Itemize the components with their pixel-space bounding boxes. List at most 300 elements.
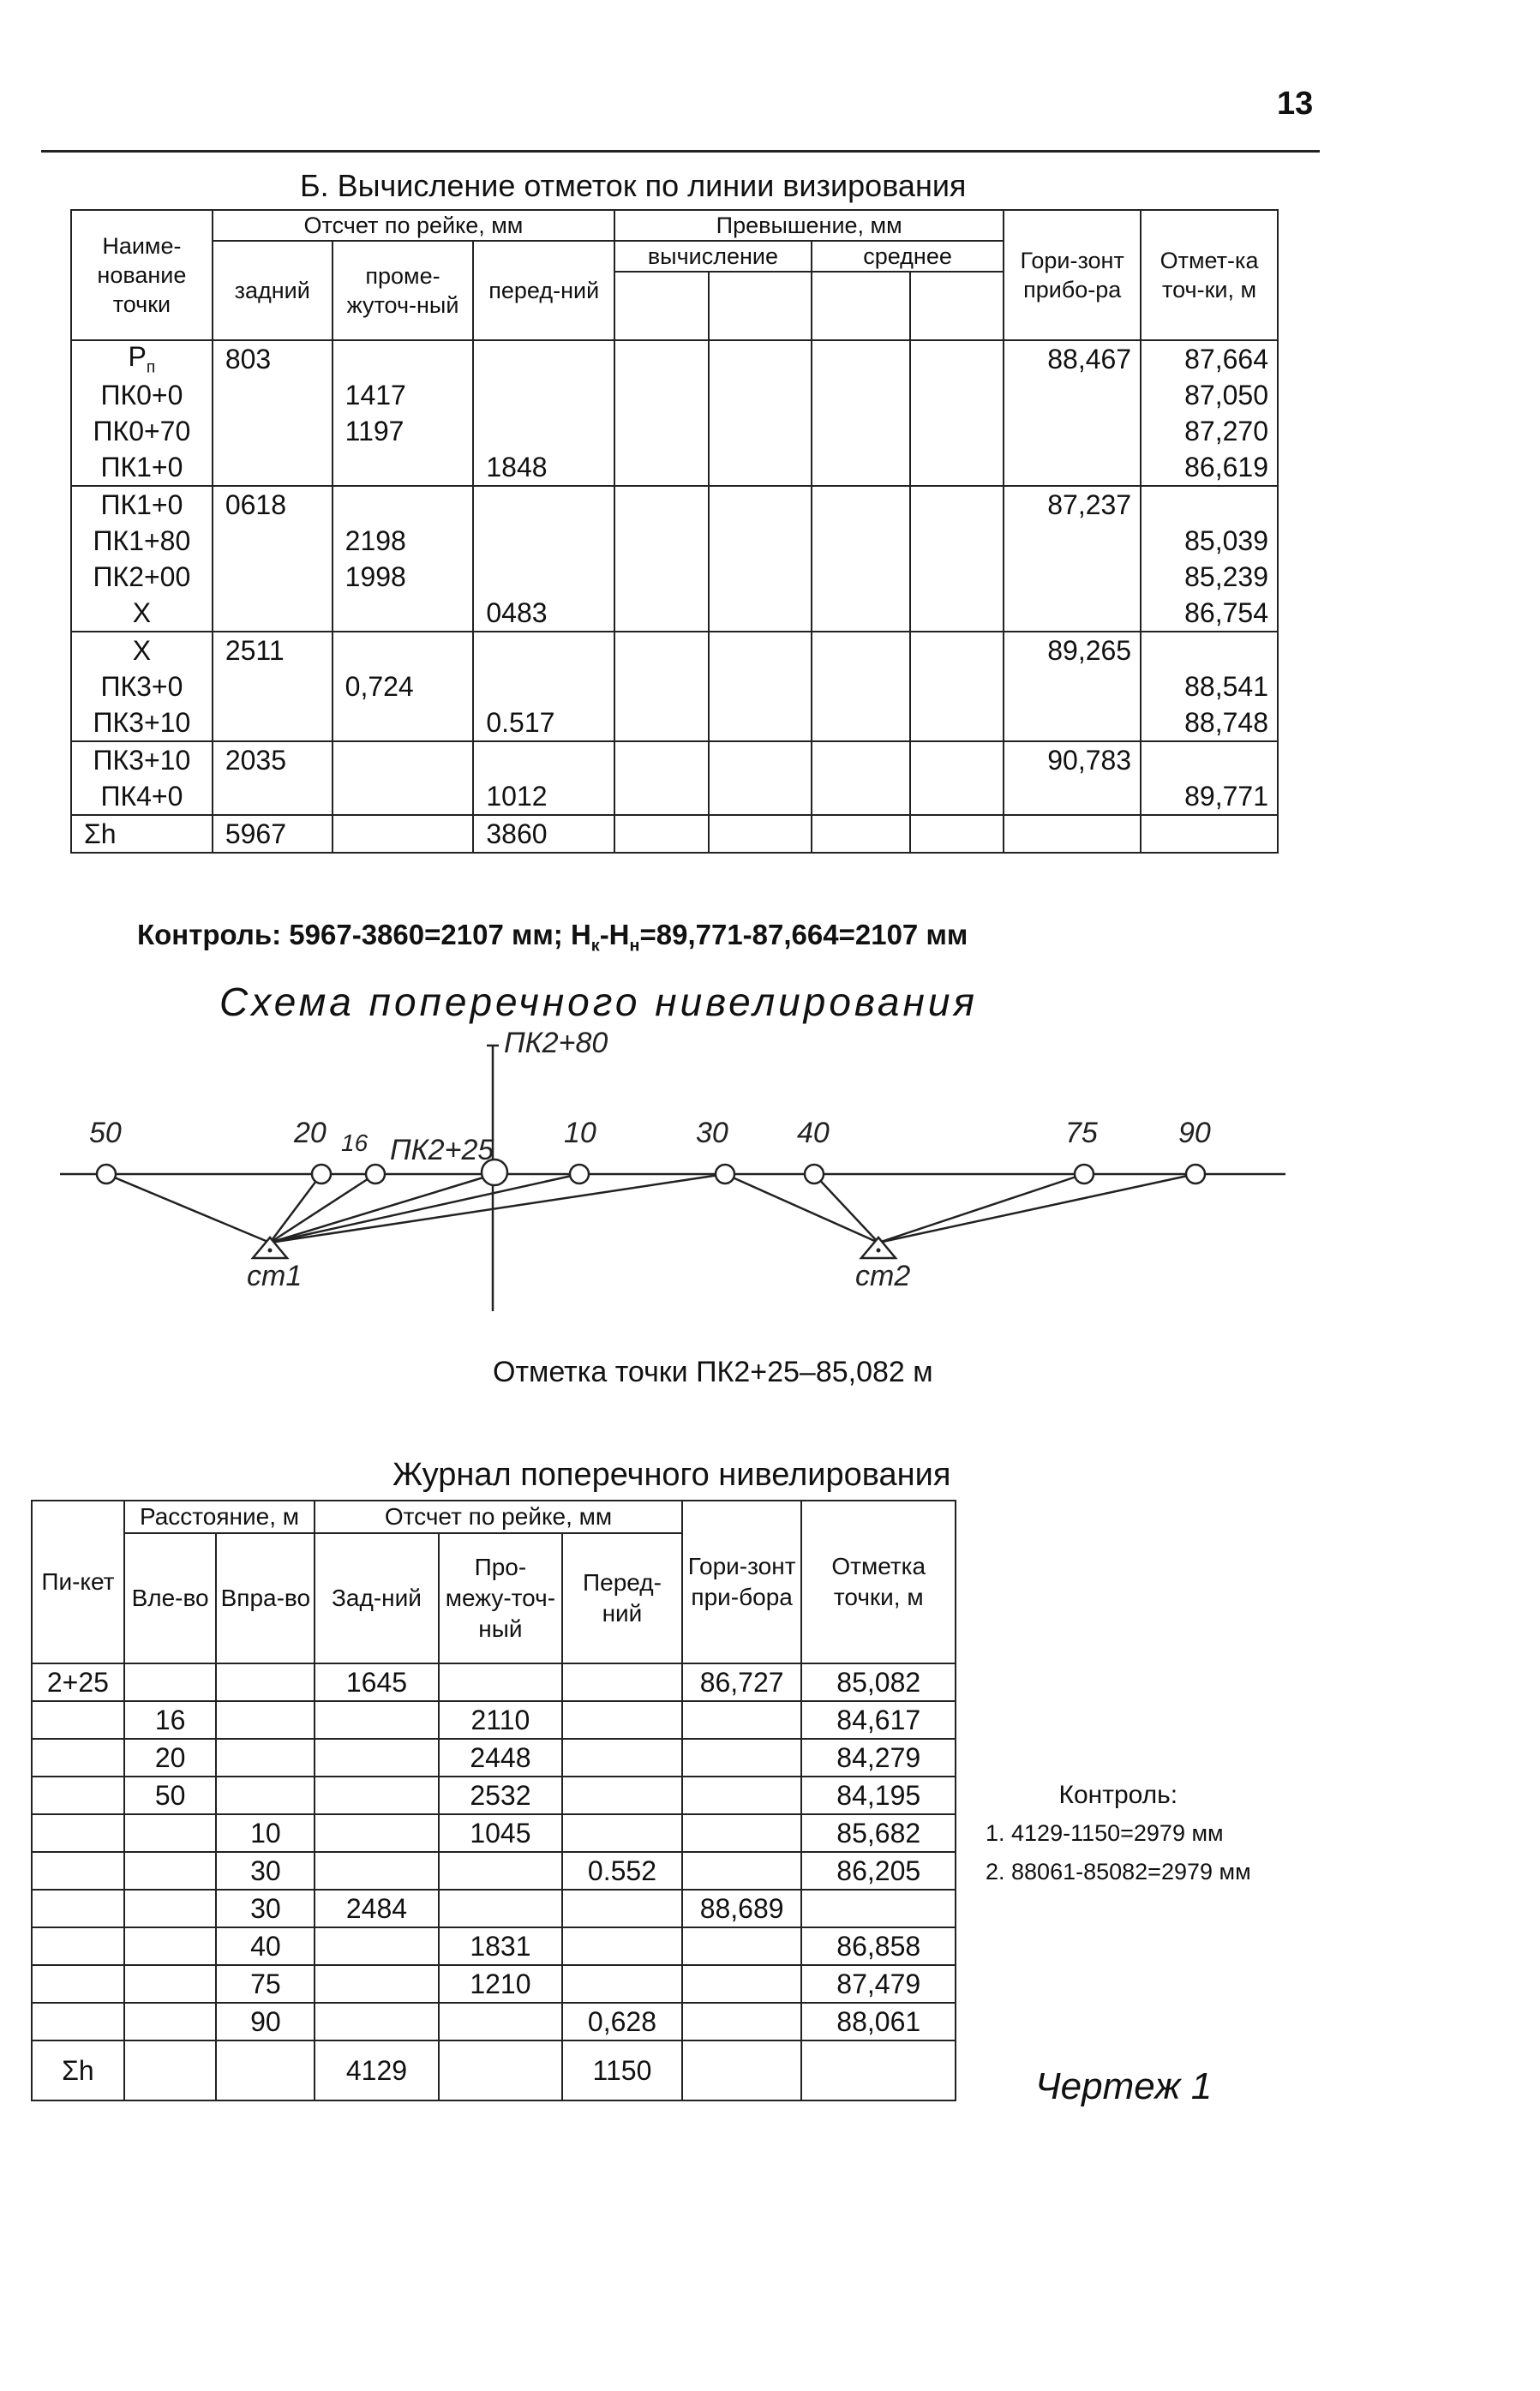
back-reading-cell	[315, 2003, 438, 2040]
intermediate-reading-cell: 2532	[439, 1777, 562, 1814]
header-front: перед-ний	[473, 241, 614, 340]
table-row	[32, 1814, 956, 1852]
distance-right-cell	[216, 1663, 315, 1701]
elevation-diff-cell	[812, 632, 910, 668]
back-reading-cell	[315, 1701, 438, 1739]
elevation-diff-cell	[614, 704, 709, 741]
table-row	[71, 778, 1278, 815]
front-reading-cell: 1848	[473, 449, 614, 486]
horizon-cell: 89,265	[1004, 632, 1141, 668]
picket-cell	[32, 1927, 124, 1965]
header-front: Перед-ний	[562, 1533, 682, 1663]
empty-cell	[1004, 815, 1141, 853]
back-reading-cell	[315, 1927, 438, 1965]
cross-section-scheme-diagram	[51, 1028, 1303, 1337]
table-row	[71, 632, 1278, 668]
back-reading-cell	[315, 1814, 438, 1852]
front-reading-cell: 0483	[473, 595, 614, 632]
elevation-diff-cell	[614, 559, 709, 595]
horizon-cell	[1004, 413, 1141, 449]
table-row	[71, 413, 1278, 449]
picket-cell	[32, 1814, 124, 1852]
intermediate-reading-cell	[333, 632, 474, 668]
elevation-diff-cell	[910, 340, 1004, 377]
elevation-diff-cell	[812, 595, 910, 632]
empty-cell	[801, 2040, 956, 2100]
label-d10: 10	[564, 1117, 596, 1149]
picket-cell	[32, 1890, 124, 1927]
pk225-elevation-note: Отметка точки ПК2+25–85,082 м	[493, 1356, 933, 1388]
elevation-diff-cell	[614, 449, 709, 486]
sum-label-cell: Σh	[32, 2040, 124, 2100]
table-row	[32, 1890, 956, 1927]
elevation-diff-cell	[910, 668, 1004, 704]
back-reading-cell	[213, 523, 333, 559]
elevation-diff-cell	[910, 741, 1004, 778]
distance-right-cell: 30	[216, 1852, 315, 1890]
horizon-cell	[682, 1927, 802, 1965]
elevation-diff-cell	[812, 741, 910, 778]
table-row	[32, 1852, 956, 1890]
header-intermediate: проме-жуточ-ный	[333, 241, 474, 340]
table-row	[71, 377, 1278, 413]
cross-leveling-journal-table	[31, 1500, 956, 2101]
elevation-diff-cell	[614, 340, 709, 377]
label-d75: 75	[1065, 1117, 1098, 1149]
elevation-diff-cell	[910, 413, 1004, 449]
header-reading-group: Отсчет по рейке, мм	[213, 210, 614, 241]
horizon-cell	[682, 1777, 802, 1814]
section-b-control: Контроль: 5967-3860=2107 мм; $H_к-H_н=89,771-87,664=2107$ мм	[137, 919, 968, 956]
distance-left-cell	[124, 1890, 217, 1927]
distance-right-cell: 90	[216, 2003, 315, 2040]
back-reading-cell	[213, 449, 333, 486]
empty-cell	[910, 815, 1004, 853]
picket-cell	[32, 1777, 124, 1814]
front-reading-cell	[562, 1814, 682, 1852]
back-reading-cell	[213, 413, 333, 449]
elevation-cell: 85,682	[801, 1814, 956, 1852]
back-reading-cell	[213, 704, 333, 741]
distance-right-cell: 30	[216, 1890, 315, 1927]
back-reading-cell	[315, 1965, 438, 2003]
front-reading-cell	[473, 413, 614, 449]
back-reading-cell: 1645	[315, 1663, 438, 1701]
back-reading-cell	[315, 1739, 438, 1777]
elevation-cell: 89,771	[1141, 778, 1278, 815]
intermediate-reading-cell	[439, 2003, 562, 2040]
front-reading-cell	[473, 377, 614, 413]
elevation-cell: 86,858	[801, 1927, 956, 1965]
distance-left-cell: 20	[124, 1739, 217, 1777]
elevation-diff-cell	[910, 449, 1004, 486]
front-reading-cell	[473, 340, 614, 377]
elevation-diff-cell	[812, 704, 910, 741]
table-row	[71, 523, 1278, 559]
front-reading-cell	[562, 1927, 682, 1965]
empty-cell	[812, 815, 910, 853]
intermediate-reading-cell	[333, 704, 474, 741]
point-name-cell: ПК3+10	[71, 704, 213, 741]
sum-row	[71, 815, 1278, 853]
elevation-cell: 87,664	[1141, 340, 1278, 377]
sum-row	[32, 2040, 956, 2100]
intermediate-reading-cell: 0,724	[333, 668, 474, 704]
horizon-cell	[682, 2003, 802, 2040]
horizon-cell: 86,727	[682, 1663, 802, 1701]
header-name: Наиме-нование точки	[71, 210, 213, 340]
picket-cell	[32, 1701, 124, 1739]
front-reading-cell	[473, 559, 614, 595]
elevation-diff-cell	[910, 632, 1004, 668]
drawing-label: Чертеж 1	[1035, 2065, 1213, 2107]
front-reading-cell	[473, 632, 614, 668]
label-d16: 16	[341, 1130, 369, 1156]
header-distance-group: Расстояние, м	[124, 1501, 315, 1533]
distance-left-cell: 50	[124, 1777, 217, 1814]
table-row	[32, 1927, 956, 1965]
elevation-diff-cell	[812, 778, 910, 815]
table-row	[71, 559, 1278, 595]
back-reading-cell	[213, 668, 333, 704]
table-row	[32, 1663, 956, 1701]
elevation-cell: 86,754	[1141, 595, 1278, 632]
header-reading-group: Отсчет по рейке, мм	[315, 1501, 682, 1533]
distance-right-cell: 10	[216, 1814, 315, 1852]
back-reading-cell	[315, 1852, 438, 1890]
point-name-cell: ПК3+0	[71, 668, 213, 704]
elevation-diff-cell	[709, 340, 812, 377]
elevation-cell	[1141, 741, 1278, 778]
picket-cell: 2+25	[32, 1663, 124, 1701]
header-right: Впра-во	[216, 1533, 315, 1663]
front-reading-cell	[562, 1890, 682, 1927]
horizon-cell	[1004, 704, 1141, 741]
elevation-cell: 88,748	[1141, 704, 1278, 741]
horizon-cell	[1004, 523, 1141, 559]
point-name-cell: X	[71, 632, 213, 668]
elevation-cell	[1141, 632, 1278, 668]
front-reading-cell	[473, 523, 614, 559]
header-horizon: Гори-зонт прибо-ра	[1004, 210, 1141, 340]
journal-control-line1: 1. 4129-1150=2979 мм	[986, 1820, 1224, 1846]
front-reading-cell	[473, 741, 614, 778]
intermediate-reading-cell	[333, 595, 474, 632]
intermediate-reading-cell: 2448	[439, 1739, 562, 1777]
sum-back-cell: 4129	[315, 2040, 438, 2100]
journal-title: Журнал поперечного нивелирования	[392, 1457, 951, 1493]
intermediate-reading-cell: 2198	[333, 523, 474, 559]
horizon-cell	[1004, 559, 1141, 595]
table-row	[32, 1739, 956, 1777]
label-st1: ст1	[247, 1260, 303, 1292]
intermediate-reading-cell: 2110	[439, 1701, 562, 1739]
elevation-cell: 85,082	[801, 1663, 956, 1701]
horizon-cell	[1004, 449, 1141, 486]
table-row	[71, 595, 1278, 632]
point-name-cell: ПК4+0	[71, 778, 213, 815]
elevation-cell: 84,617	[801, 1701, 956, 1739]
empty-cell	[216, 2040, 315, 2100]
elevation-diff-cell	[910, 523, 1004, 559]
elevation-diff-cell	[614, 595, 709, 632]
header-intermediate: Про-межу-точ-ный	[439, 1533, 562, 1663]
journal-control-line2: 2. 88061-85082=2979 мм	[986, 1859, 1251, 1885]
empty-cell	[682, 2040, 802, 2100]
table-row	[32, 1777, 956, 1814]
picket-cell	[32, 2003, 124, 2040]
elevation-diff-cell	[614, 377, 709, 413]
intermediate-reading-cell	[333, 340, 474, 377]
empty-cell	[1141, 815, 1278, 853]
elevation-diff-cell	[614, 486, 709, 523]
label-pk225: ПК2+25	[390, 1134, 494, 1166]
header-rule	[41, 150, 1320, 153]
header-elevation: Отмет-ка точ-ки, м	[1141, 210, 1278, 340]
back-reading-cell	[213, 778, 333, 815]
intermediate-reading-cell	[439, 1852, 562, 1890]
table-row	[71, 340, 1278, 377]
front-reading-cell	[562, 1663, 682, 1701]
distance-left-cell: 16	[124, 1701, 217, 1739]
elevation-cell: 86,205	[801, 1852, 956, 1890]
empty-cell	[124, 2040, 217, 2100]
sight-line-elevations-table	[70, 209, 1279, 854]
page-number: 13	[1277, 86, 1314, 122]
journal-rows	[32, 1663, 956, 2100]
horizon-cell: 90,783	[1004, 741, 1141, 778]
section-b-title: Б. Вычисление отметок по линии визирования	[300, 168, 967, 203]
elevation-diff-cell	[709, 632, 812, 668]
table-row	[32, 2003, 956, 2040]
horizon-cell	[1004, 668, 1141, 704]
elevation-diff-cell	[709, 595, 812, 632]
intermediate-reading-cell	[439, 1663, 562, 1701]
back-reading-cell	[213, 559, 333, 595]
intermediate-reading-cell: 1197	[333, 413, 474, 449]
elevation-diff-cell	[614, 668, 709, 704]
elevation-diff-cell	[709, 377, 812, 413]
elevation-diff-cell	[614, 778, 709, 815]
distance-right-cell	[216, 1739, 315, 1777]
table-row	[32, 1965, 956, 2003]
label-st2: ст2	[855, 1260, 911, 1292]
picket-cell	[32, 1852, 124, 1890]
point-name-cell: ПК3+10	[71, 741, 213, 778]
elevation-cell: 88,061	[801, 2003, 956, 2040]
elevation-cell: 86,619	[1141, 449, 1278, 486]
elevation-cell: 84,195	[801, 1777, 956, 1814]
elevation-cell	[801, 1890, 956, 1927]
point-name-cell: $P_п$	[71, 340, 213, 377]
intermediate-reading-cell: 1045	[439, 1814, 562, 1852]
table-row	[32, 1701, 956, 1739]
distance-right-cell	[216, 1701, 315, 1739]
distance-left-cell	[124, 2003, 217, 2040]
elevation-diff-cell	[709, 486, 812, 523]
elevation-diff-cell	[614, 413, 709, 449]
intermediate-reading-cell: 1831	[439, 1927, 562, 1965]
elevation-cell: 84,279	[801, 1739, 956, 1777]
back-reading-cell	[213, 377, 333, 413]
front-reading-cell: 0.552	[562, 1852, 682, 1890]
distance-right-cell	[216, 1777, 315, 1814]
horizon-cell	[1004, 778, 1141, 815]
journal-control-heading: Контроль:	[1058, 1781, 1178, 1809]
intermediate-reading-cell: 1417	[333, 377, 474, 413]
front-reading-cell: 1012	[473, 778, 614, 815]
table-row	[71, 704, 1278, 741]
distance-left-cell	[124, 1965, 217, 2003]
back-reading-cell: 0618	[213, 486, 333, 523]
elevation-cell: 85,039	[1141, 523, 1278, 559]
sum-back-cell: 5967	[213, 815, 333, 853]
elevation-diff-cell	[812, 449, 910, 486]
elevation-cell: 88,541	[1141, 668, 1278, 704]
elevation-diff-cell	[709, 668, 812, 704]
elevation-diff-cell	[614, 632, 709, 668]
front-reading-cell: 0,628	[562, 2003, 682, 2040]
label-d50: 50	[89, 1117, 122, 1149]
elevation-diff-cell	[709, 778, 812, 815]
elevation-diff-cell	[812, 668, 910, 704]
elevation-diff-cell	[812, 340, 910, 377]
horizon-cell: 88,467	[1004, 340, 1141, 377]
front-reading-cell	[473, 668, 614, 704]
elevation-diff-cell	[709, 523, 812, 559]
elevation-diff-cell	[812, 377, 910, 413]
front-reading-cell	[562, 1965, 682, 2003]
elevation-diff-cell	[910, 595, 1004, 632]
point-name-cell: ПК1+80	[71, 523, 213, 559]
horizon-cell	[682, 1965, 802, 2003]
elevation-diff-cell	[709, 559, 812, 595]
point-name-cell: ПК0+70	[71, 413, 213, 449]
header-back: задний	[213, 241, 333, 340]
elevation-diff-cell	[812, 559, 910, 595]
sum-front-cell: 3860	[473, 815, 614, 853]
elevation-cell: 87,050	[1141, 377, 1278, 413]
intermediate-reading-cell: 1998	[333, 559, 474, 595]
elevation-diff-cell	[910, 559, 1004, 595]
elevation-cell: 87,479	[801, 1965, 956, 2003]
back-reading-cell: 2035	[213, 741, 333, 778]
elevation-cell: 87,270	[1141, 413, 1278, 449]
sum-label-cell: Σh	[71, 815, 213, 853]
picket-cell	[32, 1739, 124, 1777]
header-left: Вле-во	[124, 1533, 217, 1663]
back-reading-cell: 803	[213, 340, 333, 377]
table-row	[71, 449, 1278, 486]
elevation-diff-cell	[812, 486, 910, 523]
distance-left-cell	[124, 1663, 217, 1701]
front-reading-cell: 0.517	[473, 704, 614, 741]
intermediate-reading-cell: 1210	[439, 1965, 562, 2003]
empty-cell	[614, 815, 709, 853]
point-name-cell: ПК1+0	[71, 486, 213, 523]
elevation-diff-cell	[910, 486, 1004, 523]
distance-right-cell: 75	[216, 1965, 315, 2003]
front-reading-cell	[562, 1739, 682, 1777]
elevation-diff-cell	[709, 704, 812, 741]
label-pk280: ПК2+80	[504, 1028, 608, 1059]
elevation-diff-cell	[709, 741, 812, 778]
elevation-diff-cell	[614, 741, 709, 778]
point-name-cell: X	[71, 595, 213, 632]
elevation-diff-cell	[910, 778, 1004, 815]
point-name-cell: ПК2+00	[71, 559, 213, 595]
header-back: Зад-ний	[315, 1533, 438, 1663]
back-reading-cell: 2484	[315, 1890, 438, 1927]
empty-cell	[709, 815, 812, 853]
label-d30: 30	[696, 1117, 728, 1149]
front-reading-cell	[562, 1777, 682, 1814]
label-d40: 40	[797, 1117, 830, 1149]
distance-left-cell	[124, 1927, 217, 1965]
intermediate-reading-cell	[333, 449, 474, 486]
header-elevation: Отметка точки, м	[801, 1501, 956, 1663]
sight-line-rows	[71, 340, 1278, 853]
header-picket: Пи-кет	[32, 1501, 124, 1663]
distance-left-cell	[124, 1852, 217, 1890]
journal-control	[986, 1776, 1251, 1891]
empty-cell	[439, 2040, 562, 2100]
elevation-diff-cell	[709, 413, 812, 449]
horizon-cell	[682, 1814, 802, 1852]
point-name-cell: ПК0+0	[71, 377, 213, 413]
picket-cell	[32, 1965, 124, 2003]
label-d20: 20	[294, 1117, 327, 1149]
back-reading-cell	[315, 1777, 438, 1814]
table-row	[71, 486, 1278, 523]
point-name-cell: ПК1+0	[71, 449, 213, 486]
elevation-diff-cell	[614, 523, 709, 559]
header-computed: вычисление	[614, 241, 812, 272]
header-mean: среднее	[812, 241, 1004, 272]
horizon-cell	[682, 1852, 802, 1890]
elevation-cell: 85,239	[1141, 559, 1278, 595]
horizon-cell: 88,689	[682, 1890, 802, 1927]
back-reading-cell: 2511	[213, 632, 333, 668]
horizon-cell	[1004, 595, 1141, 632]
distance-left-cell	[124, 1814, 217, 1852]
elevation-cell	[1141, 486, 1278, 523]
elevation-diff-cell	[812, 413, 910, 449]
scheme-title: Схема поперечного нивелирования	[219, 980, 978, 1024]
header-elevation-diff-group: Превышение, мм	[614, 210, 1004, 241]
empty-cell	[333, 815, 474, 853]
sum-front-cell: 1150	[562, 2040, 682, 2100]
elevation-diff-cell	[910, 377, 1004, 413]
intermediate-reading-cell	[333, 486, 474, 523]
horizon-cell: 87,237	[1004, 486, 1141, 523]
intermediate-reading-cell	[439, 1890, 562, 1927]
table-row	[71, 668, 1278, 704]
back-reading-cell	[213, 595, 333, 632]
intermediate-reading-cell	[333, 778, 474, 815]
front-reading-cell	[473, 486, 614, 523]
distance-right-cell: 40	[216, 1927, 315, 1965]
horizon-cell	[682, 1739, 802, 1777]
elevation-diff-cell	[812, 523, 910, 559]
intermediate-reading-cell	[333, 741, 474, 778]
horizon-cell	[682, 1701, 802, 1739]
front-reading-cell	[562, 1701, 682, 1739]
header-horizon: Гори-зонт при-бора	[682, 1501, 802, 1663]
elevation-diff-cell	[709, 449, 812, 486]
elevation-diff-cell	[910, 704, 1004, 741]
table-row	[71, 741, 1278, 778]
